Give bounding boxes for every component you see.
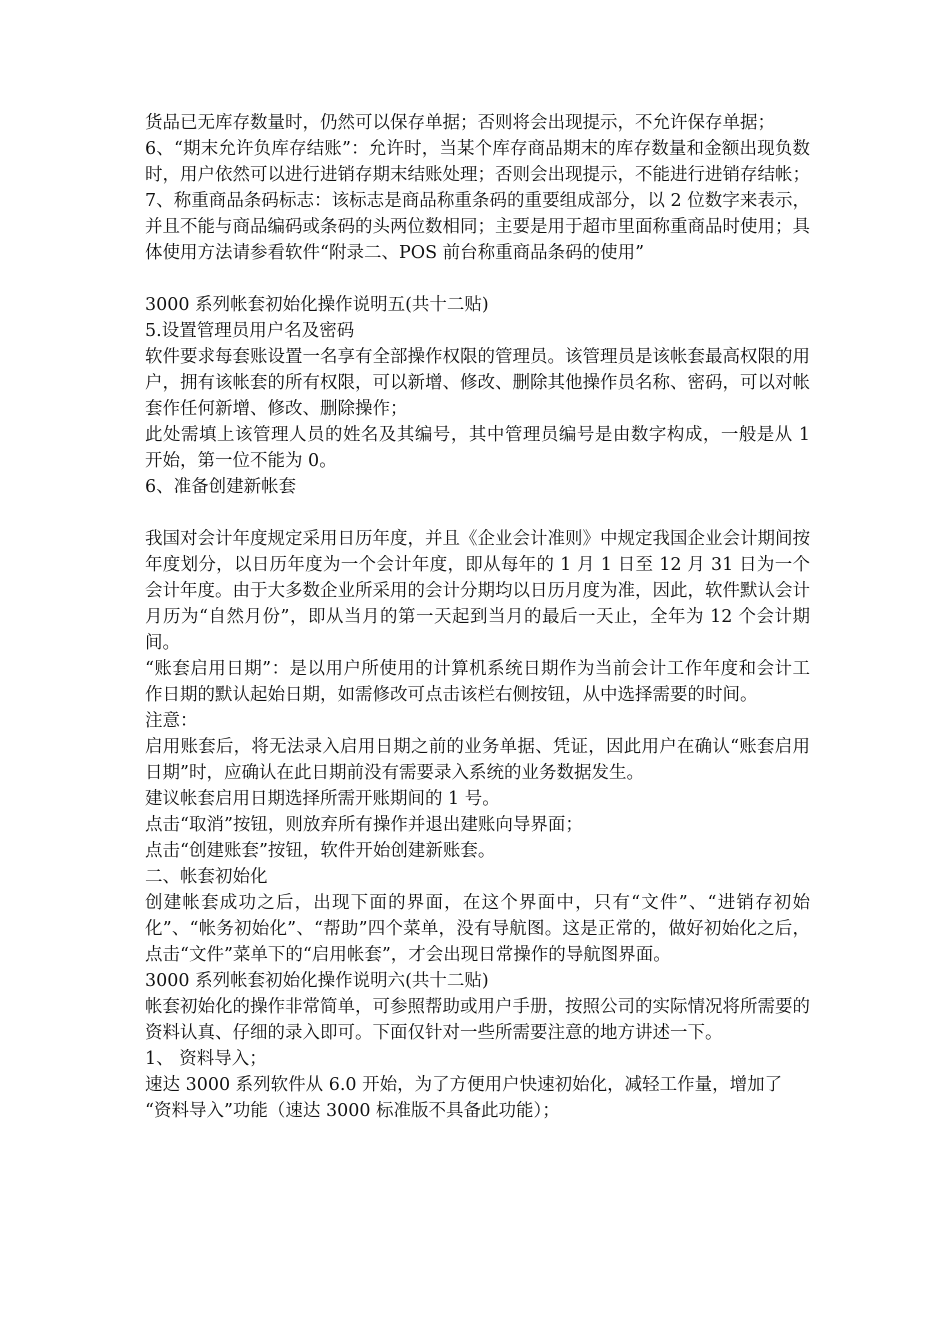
subheading-account-init: 二、帐套初始化 (145, 867, 268, 887)
paragraph-cancel-button-info: 点击“取消”按钮，则放弃所有操作并退出建账向导界面； (145, 815, 583, 835)
paragraph-period-end-negative-stock: 6、“期末允许负库存结账”：允许时，当某个库存商品期末的库存数量和金额出现负数时，用户依然可以进行进销存期末结账处理；否则会出现提示，不能进行进销存结帐； (145, 139, 810, 185)
paragraph-create-button-info: 点击“创建账套”按钮，软件开始创建新账套。 (145, 841, 496, 861)
document-page (145, 110, 810, 1124)
paragraph-negative-stock-save: 货品已无库存数量时，仍然可以保存单据；否则将会出现提示，不允许保存单据； (145, 113, 775, 133)
subheading-data-import: 1、 资料导入； (145, 1049, 267, 1069)
paragraph-start-date: “账套启用日期”：是以用户所使用的计算机系统日期作为当前会计工作年度和会计工作日期的默认起始日期，如需修改可点击该栏右侧按钮，从中选择需要的时间。 (145, 659, 810, 705)
paragraph-admin-requirement: 软件要求每套账设置一名享有全部操作权限的管理员。该管理员是该帐套最高权限的用户，拥有该帐套的所有权限，可以新增、修改、删除其他操作员名称、密码，可以对帐套作任何新增、修改、删除操作； (145, 347, 810, 419)
paragraph-fiscal-year: 我国对会计年度规定采用日历年度，并且《企业会计准则》中规定我国企业会计期间按年度划分，以日历年度为一个会计年度，即从每年的 1 月 1 日至 12 月 31 日为一个会计年度。由于大多数企业所采用的会计分期均以日历月度为准，因此，软件默认会计月历为“自然月份”，即从当月的第一天起到当月的最后一天止，全年为 12 个会计期间。 (145, 529, 810, 653)
paragraph-admin-number: 此处需填上该管理人员的姓名及其编号，其中管理员编号是由数字构成，一般是从 1 开始，第一位不能为 0。 (145, 425, 810, 471)
paragraph-weighing-barcode-flag: 7、称重商品条码标志：该标志是商品称重条码的重要组成部分，以 2 位数字来表示，并且不能与商品编码或条码的头两位数相同；主要是用于超市里面称重商品时使用；具体使用方法请参看软件“附录二、POS 前台称重商品条码的使用” (145, 191, 810, 263)
paragraph-after-creation: 创建帐套成功之后，出现下面的界面，在这个界面中，只有“文件”、“进销存初始化”、“帐务初始化”、“帮助”四个菜单，没有导航图。这是正常的，做好初始化之后，点击“文件”菜单下的“启用帐套”，才会出现日常操作的导航图界面。 (145, 893, 810, 965)
subheading-admin-password: 5.设置管理员用户名及密码 (145, 321, 355, 341)
paragraph-data-import-intro: 速达 3000 系列软件从 6.0 开始，为了方便用户快速初始化，减轻工作量，增加了 (145, 1075, 783, 1095)
subheading-create-account-set: 6、准备创建新帐套 (145, 477, 297, 497)
blank-line (145, 266, 810, 292)
section-heading-part-six: 3000 系列帐套初始化操作说明六(共十二贴) (145, 971, 489, 991)
paragraph-data-import-feature: “资料导入”功能（速达 3000 标准版不具备此功能）； (145, 1101, 560, 1121)
section-heading-part-five: 3000 系列帐套初始化操作说明五(共十二贴) (145, 295, 489, 315)
paragraph-init-simple: 帐套初始化的操作非常简单，可参照帮助或用户手册，按照公司的实际情况将所需要的资料认真、仔细的录入即可。下面仅针对一些所需要注意的地方讲述一下。 (145, 997, 810, 1043)
paragraph-note-content: 启用账套后，将无法录入启用日期之前的业务单据、凭证，因此用户在确认“账套启用日期”时，应确认在此日期前没有需要录入系统的业务数据发生。 (145, 737, 810, 783)
note-label: 注意： (145, 711, 198, 731)
blank-line (145, 500, 810, 526)
paragraph-start-date-advice: 建议帐套启用日期选择所需开账期间的 1 号。 (145, 789, 500, 809)
